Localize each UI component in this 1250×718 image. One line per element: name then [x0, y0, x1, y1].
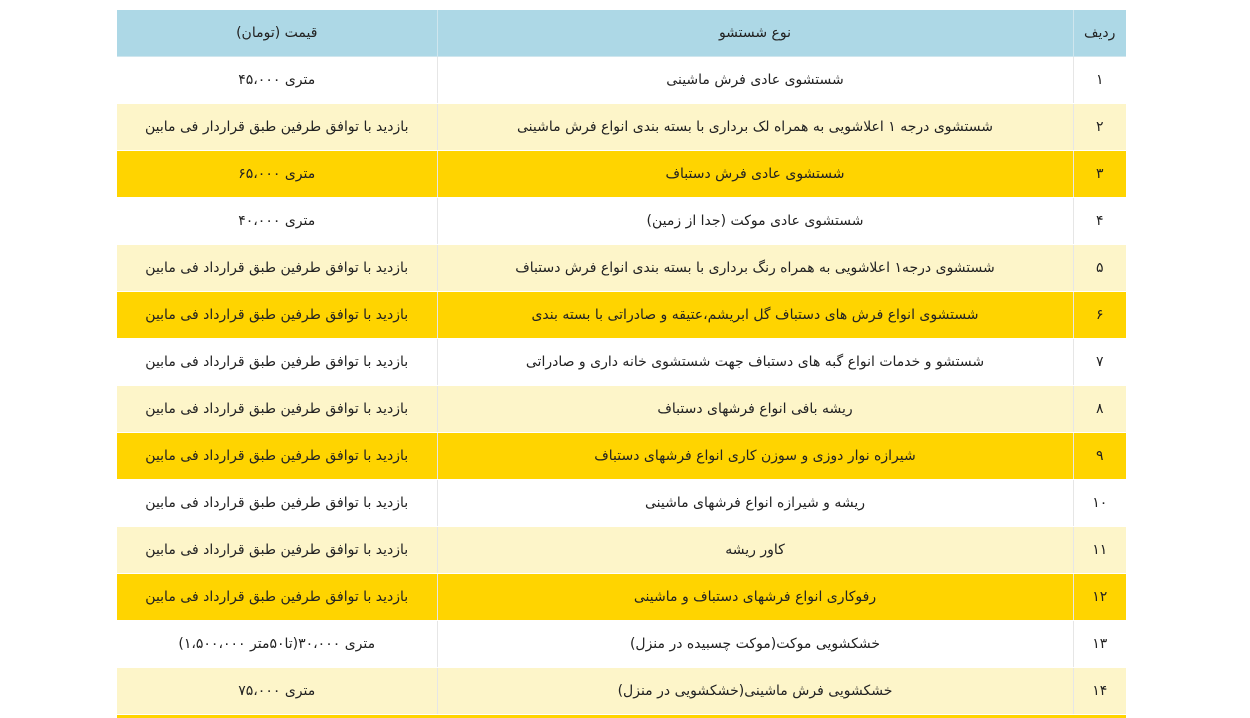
price: متری ۴۰،۰۰۰ [117, 198, 437, 245]
row-number: ۳ [1073, 151, 1126, 198]
row-number: ۱۴ [1073, 668, 1126, 715]
table-row [117, 574, 1126, 621]
header-price: قیمت (تومان) [117, 10, 437, 57]
price: متری ۷۵،۰۰۰ [117, 668, 437, 715]
wash-type: شستشوی درجه۱ اعلاشویی به همراه رنگ برداری با بسته بندی انواع فرش دستباف [437, 245, 1073, 292]
wash-type: شستشوی انواع فرش های دستباف گل ابریشم،عتیقه و صادراتی با بسته بندی [437, 292, 1073, 339]
table-row [117, 339, 1126, 386]
row-number: ۸ [1073, 386, 1126, 433]
wash-type: ریشه بافی انواع فرشهای دستباف [437, 386, 1073, 433]
price-table [117, 10, 1126, 715]
row-number: ۱۳ [1073, 621, 1126, 668]
price: بازدید با توافق طرفین طبق قرارداد فی مابین [117, 245, 437, 292]
price-table-container [117, 10, 1126, 718]
wash-type: خشکشویی موکت(موکت چسبیده در منزل) [437, 621, 1073, 668]
table-row [117, 198, 1126, 245]
table-row [117, 668, 1126, 715]
table-row [117, 621, 1126, 668]
price: بازدید با توافق طرفین طبق قرارداد فی مابین [117, 574, 437, 621]
row-number: ۹ [1073, 433, 1126, 480]
table-row [117, 245, 1126, 292]
wash-type: شیرازه نوار دوزی و سوزن کاری انواع فرشهای دستباف [437, 433, 1073, 480]
wash-type: خشکشویی فرش ماشینی(خشکشویی در منزل) [437, 668, 1073, 715]
wash-type: شستشوی عادی فرش دستباف [437, 151, 1073, 198]
row-number: ۱۲ [1073, 574, 1126, 621]
wash-type: ریشه و شیرازه انواع فرشهای ماشینی [437, 480, 1073, 527]
row-number: ۴ [1073, 198, 1126, 245]
table-row [117, 433, 1126, 480]
price: بازدید با توافق طرفین طبق قرارداد فی مابین [117, 386, 437, 433]
price: بازدید با توافق طرفین طبق قرارداد فی مابین [117, 339, 437, 386]
row-number: ۷ [1073, 339, 1126, 386]
price: بازدید با توافق طرفین طبق قرارداد فی مابین [117, 433, 437, 480]
row-number: ۶ [1073, 292, 1126, 339]
table-row [117, 480, 1126, 527]
price: متری ۳۰،۰۰۰(تا۵۰متر ۱،۵۰۰،۰۰۰) [117, 621, 437, 668]
wash-type: شستشوی عادی فرش ماشینی [437, 57, 1073, 104]
row-number: ۱۰ [1073, 480, 1126, 527]
price: بازدید با توافق طرفین طبق قراردار فی مابین [117, 104, 437, 151]
header-wash-type: نوع شستشو [437, 10, 1073, 57]
row-number: ۱ [1073, 57, 1126, 104]
wash-type: رفوکاری انواع فرشهای دستباف و ماشینی [437, 574, 1073, 621]
table-row [117, 151, 1126, 198]
row-number: ۲ [1073, 104, 1126, 151]
price: متری ۶۵،۰۰۰ [117, 151, 437, 198]
table-row [117, 386, 1126, 433]
header-row-number: ردیف [1073, 10, 1126, 57]
wash-type: شستشوی درجه ۱ اعلاشویی به همراه لک برداری با بسته بندی انواع فرش ماشینی [437, 104, 1073, 151]
price: بازدید با توافق طرفین طبق قرارداد فی مابین [117, 480, 437, 527]
table-row [117, 57, 1126, 104]
row-number: ۱۱ [1073, 527, 1126, 574]
table-header-row [117, 10, 1126, 57]
table-row [117, 292, 1126, 339]
row-number: ۵ [1073, 245, 1126, 292]
wash-type: شستشو و خدمات انواع گبه های دستباف جهت شستشوی خانه داری و صادراتی [437, 339, 1073, 386]
price: بازدید با توافق طرفین طبق قرارداد فی مابین [117, 527, 437, 574]
price: متری ۴۵،۰۰۰ [117, 57, 437, 104]
table-row [117, 104, 1126, 151]
wash-type: کاور ریشه [437, 527, 1073, 574]
table-row [117, 527, 1126, 574]
wash-type: شستشوی عادی موکت (جدا از زمین) [437, 198, 1073, 245]
price: بازدید با توافق طرفین طبق قرارداد فی مابین [117, 292, 437, 339]
